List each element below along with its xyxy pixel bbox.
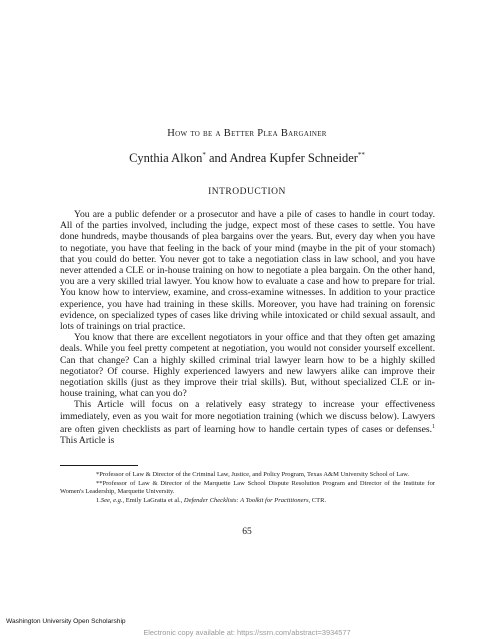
footnote-1 [60,497,435,505]
footnote-text: Professor of Law & Director of the Criminal Law, Justice, and Policy Program, Texas A&M University School of Law. [99,471,410,478]
author-second: Andrea Kupfer Schneider [229,151,358,166]
author-first-footnote-mark: * [202,151,206,159]
author-line [0,151,494,166]
author-first: Cynthia Alkon [129,151,203,166]
paragraph-2: You know that there are excellent negotiators in your office and that they often get amazing deals. While you feel pretty competent at negotiation, you would not consider yourself excellent. Can that change? Can a highly skilled criminal trial lawyer learn how to be a highly skilled negotiator? Of course. Highly experienced lawyers and new lawyers alike can improve their negotiation skills (just as they improve their trial skills). But, without specialized CLE or in-house training, what can you do? [60,332,435,400]
footnote-mark: 1. [96,497,101,504]
footnote-author-1 [60,471,435,479]
section-heading: INTRODUCTION [208,187,286,197]
paragraph-1: You are a public defender or a prosecutor and have a pile of cases to handle in court today. All of the parties involved, including the judge, expect most of these cases to settle. You have done hundreds, maybe thousands of plea bargains over the years. But, every day when you have to negotiate, you have that feeling in the back of your mind (maybe in the pit of your stomach) that you could do better. You never got to take a negotiation class in law school, and you have never attended a CLE or in-house training on how to negotiate a plea bargain. On the other hand, you are a very skilled trial lawyer. You know how to evaluate a case and how to prepare for trial. You know how to interview, examine, and cross-examine witnesses. In addition to your practice experience, you have had training in these skills. Moreover, you have had training on forensic evidence, on specialized types of cases like driving while intoxicated or child sexual assault, and lots of trainings on trial practice. [60,209,435,333]
footnote-author-2 [60,480,435,496]
paragraph-3-tail: This Article is [60,435,115,447]
footnote-text: , Emily LaGratta et al., [122,497,184,504]
footnotes [60,471,435,506]
footnote-ref-1: 1 [432,423,435,430]
paragraph-3-text: This Article will focus on a relatively easy strategy to increase your effectiveness immediately, even as you wait for more negotiation training (which we discuss below). Lawyers are often given checklists as part of learning how to handle certain types of cases or defenses. [60,399,435,436]
footnote-text: Professor of Law & Director of the Marquette Law School Dispute Resolution Program and Director of the Institute for Women's Leadership, Marquette University. [60,480,435,495]
footnote-signal: See, e.g. [100,497,123,504]
footnote-mark: * [96,471,100,478]
paragraph-3 [60,399,435,446]
footnote-divider [60,465,138,466]
author-second-footnote-mark: ** [357,151,365,159]
author-connector: and [205,151,230,166]
footnote-mark: ** [96,480,103,487]
footnote-text-end: , CTR. [308,497,327,504]
body-text [60,209,435,446]
ssrn-footer[interactable]: Electronic copy available at: https://ssrn.com/abstract=3934577 [143,628,351,637]
repository-footer: Washington University Open Scholarship [6,618,126,625]
article-title: How to be a Better Plea Bargainer [167,128,327,139]
footnote-cited-title: Defender Checklists: A Toolkit for Practitioners [183,497,309,504]
page-number: 65 [242,527,252,537]
